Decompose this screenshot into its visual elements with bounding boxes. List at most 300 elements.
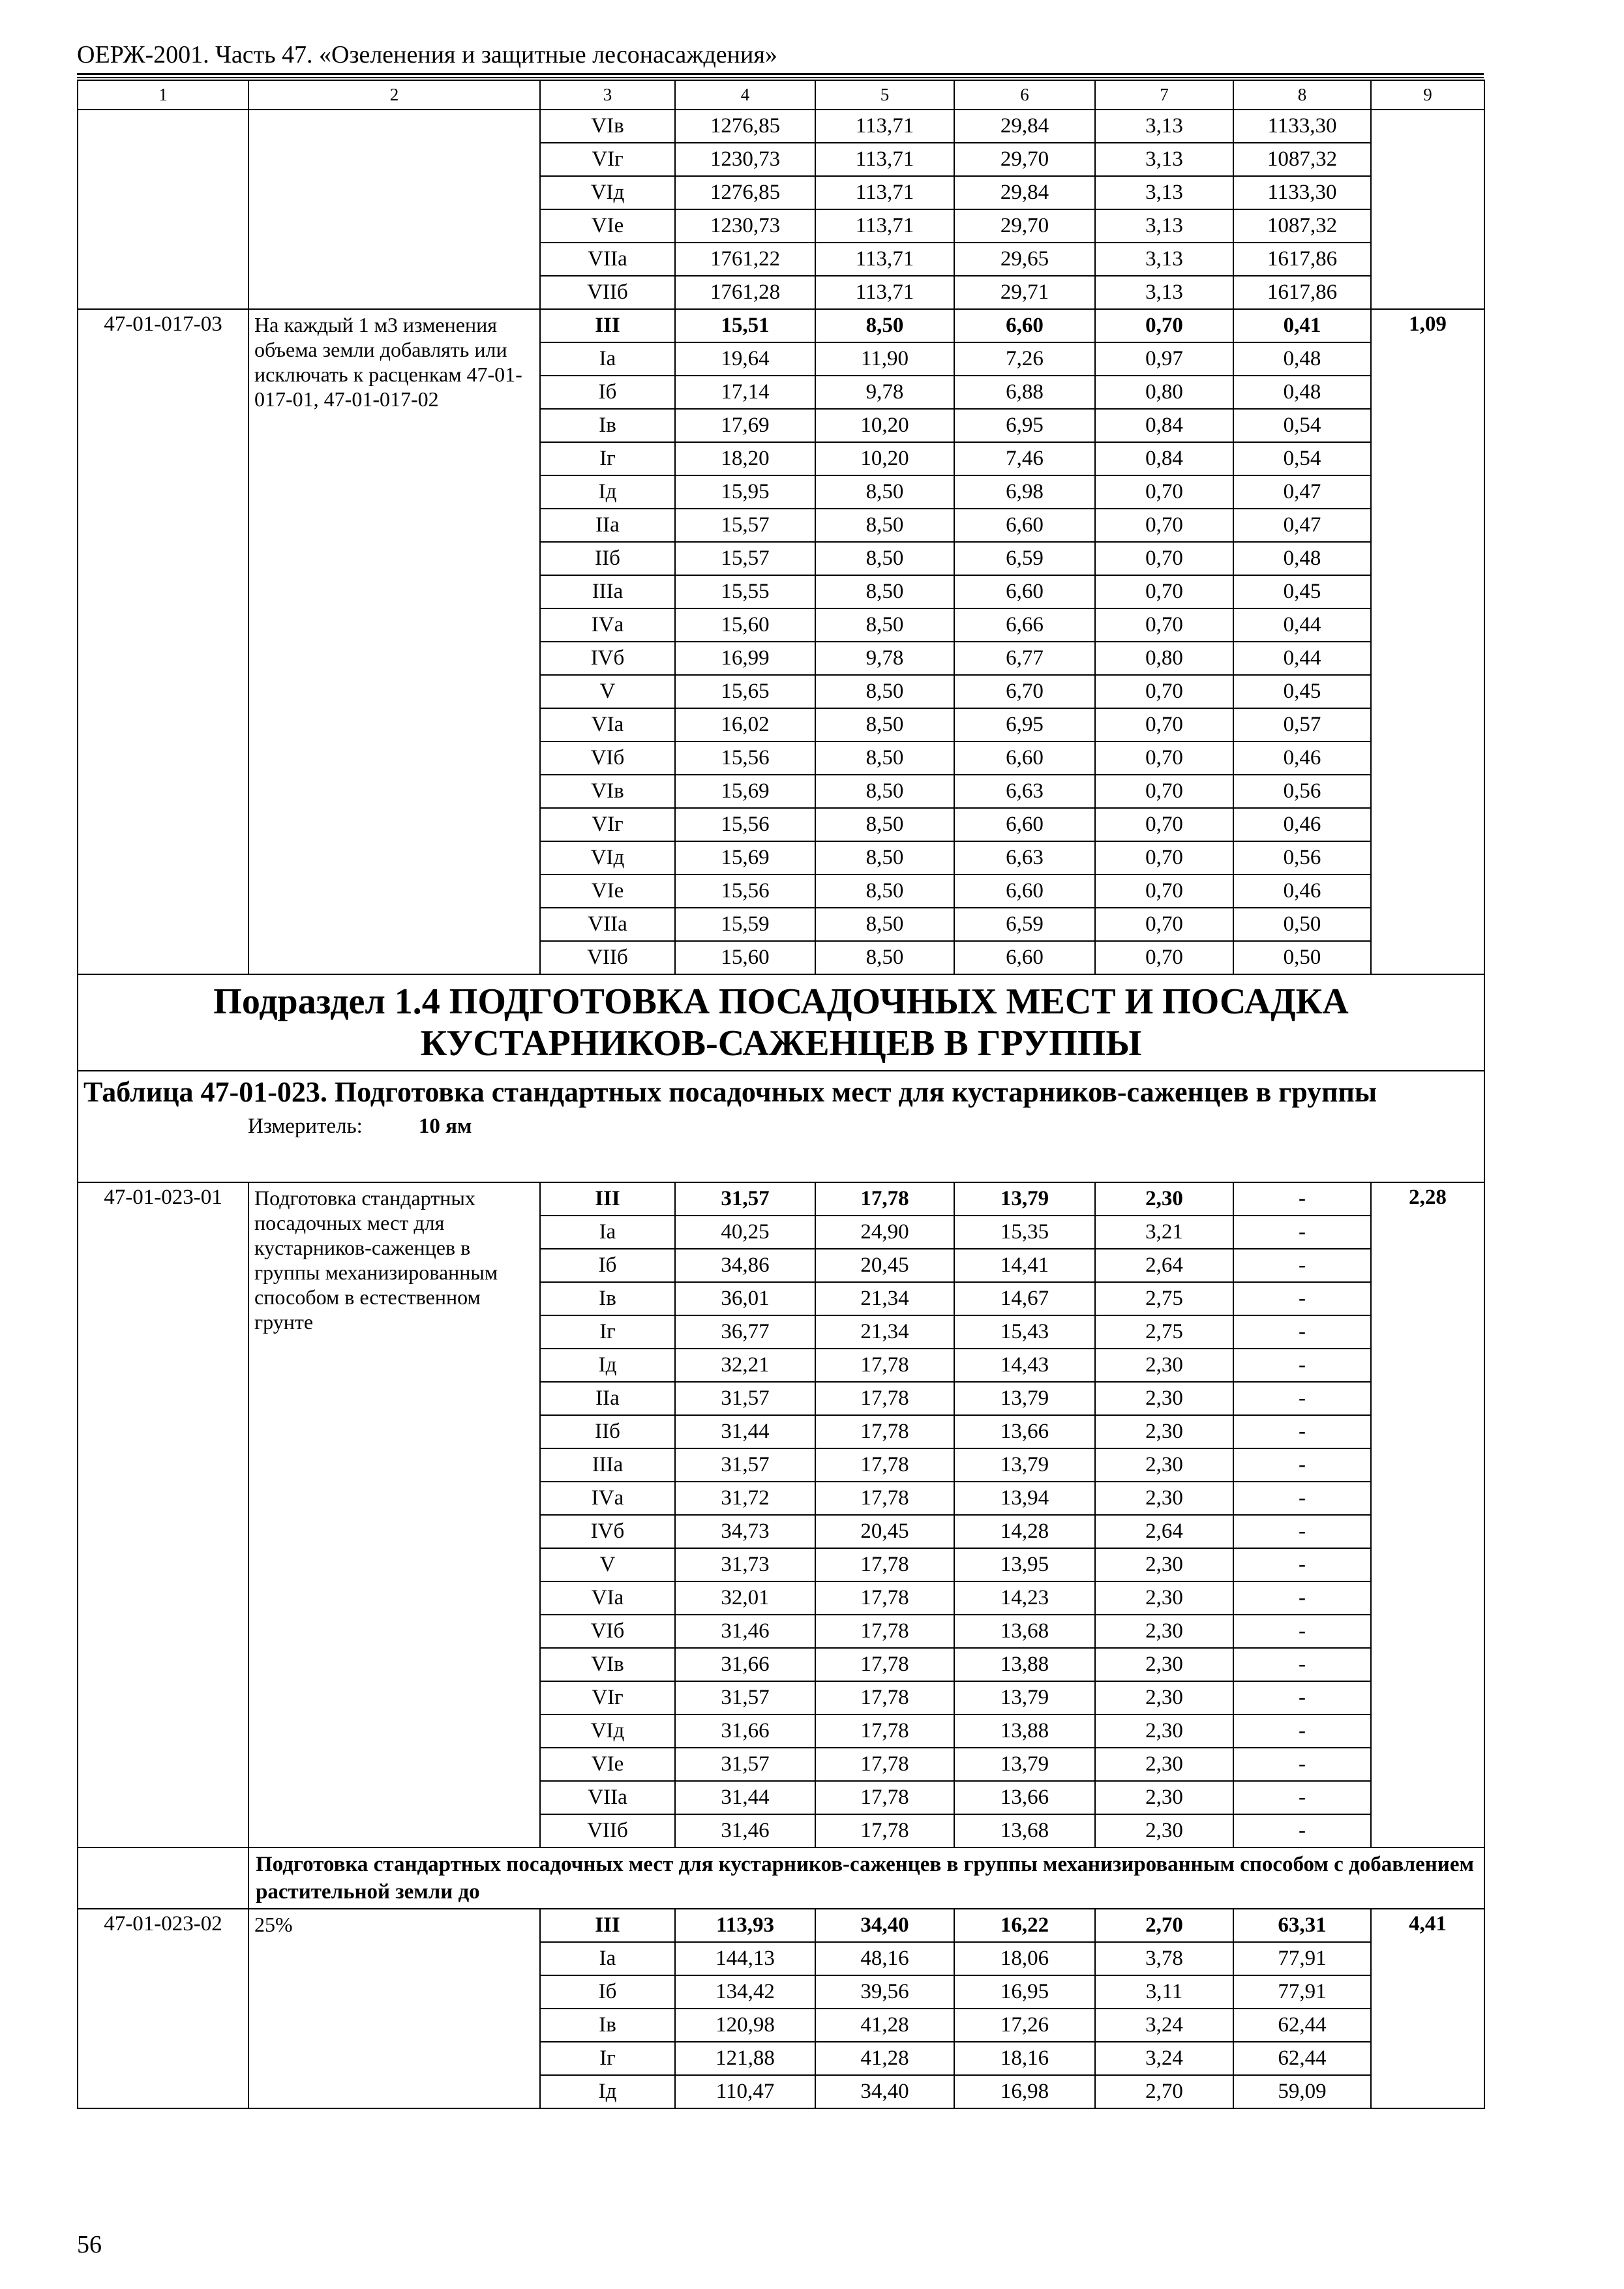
description-cell: 25% (248, 1909, 540, 2108)
col6-cell: 13,94 (954, 1482, 1095, 1515)
col6-cell: 13,79 (954, 1448, 1095, 1482)
col5-cell: 8,50 (815, 542, 954, 575)
col5-cell: 17,78 (815, 1349, 954, 1382)
zone-cell: III (540, 309, 675, 342)
zone-cell: VIIб (540, 1814, 675, 1848)
col6-cell: 6,66 (954, 608, 1095, 642)
code-cell: 47-01-023-02 (78, 1909, 248, 2108)
zone-cell: VIб (540, 741, 675, 775)
col7-cell: 0,70 (1095, 675, 1233, 708)
col4-cell: 34,73 (675, 1515, 815, 1548)
col6-cell: 13,79 (954, 1382, 1095, 1415)
col5-cell: 113,71 (815, 176, 954, 209)
table-row (78, 1182, 1484, 1216)
col7-cell: 0,84 (1095, 409, 1233, 442)
col7-cell: 3,13 (1095, 209, 1233, 243)
col5-cell: 8,50 (815, 775, 954, 808)
col6-cell: 6,95 (954, 708, 1095, 741)
col6-cell: 13,95 (954, 1548, 1095, 1581)
col4-cell: 15,69 (675, 775, 815, 808)
zone-cell: V (540, 675, 675, 708)
col7-cell: 2,70 (1095, 2075, 1233, 2108)
col4-cell: 31,66 (675, 1714, 815, 1748)
col6-cell: 6,63 (954, 841, 1095, 875)
col6-cell: 13,66 (954, 1415, 1095, 1448)
col7-cell: 0,80 (1095, 376, 1233, 409)
col7-cell: 0,70 (1095, 741, 1233, 775)
zone-cell: VIIа (540, 1781, 675, 1814)
col8-cell: 0,54 (1233, 409, 1371, 442)
col6-cell: 15,43 (954, 1315, 1095, 1349)
table-row (78, 110, 1484, 143)
col7-cell: 0,70 (1095, 509, 1233, 542)
code-cell (78, 110, 248, 309)
col4-cell: 31,57 (675, 1382, 815, 1415)
col8-cell: 0,46 (1233, 741, 1371, 775)
zone-cell: IVа (540, 608, 675, 642)
col6-cell: 13,68 (954, 1814, 1095, 1848)
zone-cell: Iв (540, 409, 675, 442)
col5-cell: 113,71 (815, 110, 954, 143)
col4-cell: 110,47 (675, 2075, 815, 2108)
col5-cell: 8,50 (815, 941, 954, 974)
col5-cell: 34,40 (815, 2075, 954, 2108)
zone-cell: VIб (540, 1615, 675, 1648)
col4-cell: 15,56 (675, 875, 815, 908)
col6-cell: 14,28 (954, 1515, 1095, 1548)
zone-cell: IVа (540, 1482, 675, 1515)
col8-cell: 0,44 (1233, 608, 1371, 642)
zone-cell: IIа (540, 509, 675, 542)
col5-cell: 8,50 (815, 708, 954, 741)
col4-cell: 134,42 (675, 1975, 815, 2009)
col8-cell: 77,91 (1233, 1942, 1371, 1975)
col6-cell: 13,88 (954, 1648, 1095, 1681)
column-number: 2 (248, 80, 540, 110)
code-cell: 47-01-017-03 (78, 309, 248, 974)
col8-cell: 0,45 (1233, 675, 1371, 708)
zone-cell: VIIа (540, 243, 675, 276)
col4-cell: 36,77 (675, 1315, 815, 1349)
col5-cell: 17,78 (815, 1382, 954, 1415)
measure-line (83, 1112, 1479, 1141)
col7-cell: 3,13 (1095, 110, 1233, 143)
col8-cell: 1133,30 (1233, 176, 1371, 209)
column-number: 3 (540, 80, 675, 110)
col4-cell: 18,20 (675, 442, 815, 475)
col8-cell: - (1233, 1615, 1371, 1648)
col4-cell: 31,44 (675, 1781, 815, 1814)
col5-cell: 17,78 (815, 1581, 954, 1615)
col5-cell: 8,50 (815, 875, 954, 908)
col6-cell: 6,60 (954, 741, 1095, 775)
col7-cell: 3,24 (1095, 2042, 1233, 2075)
column-number: 6 (954, 80, 1095, 110)
col4-cell: 15,56 (675, 741, 815, 775)
col6-cell: 6,60 (954, 309, 1095, 342)
zone-cell: Iд (540, 475, 675, 509)
col6-cell: 13,88 (954, 1714, 1095, 1748)
col5-cell: 17,78 (815, 1681, 954, 1714)
code-cell: 47-01-023-01 (78, 1182, 248, 1848)
col7-cell: 0,70 (1095, 875, 1233, 908)
col5-cell: 17,78 (815, 1748, 954, 1781)
zone-cell: IVб (540, 642, 675, 675)
col6-cell: 29,71 (954, 276, 1095, 309)
col6-cell: 29,70 (954, 209, 1095, 243)
col4-cell: 15,60 (675, 608, 815, 642)
zone-cell: Iб (540, 1975, 675, 2009)
col4-cell: 1230,73 (675, 143, 815, 176)
col4-cell: 34,86 (675, 1249, 815, 1282)
col5-cell: 9,78 (815, 376, 954, 409)
sub-heading-blank (78, 1848, 248, 1909)
col4-cell: 144,13 (675, 1942, 815, 1975)
col8-cell: - (1233, 1315, 1371, 1349)
col8-cell: - (1233, 1781, 1371, 1814)
col5-cell: 8,50 (815, 908, 954, 941)
col8-cell: 0,48 (1233, 376, 1371, 409)
col5-cell: 17,78 (815, 1182, 954, 1216)
col7-cell: 2,64 (1095, 1515, 1233, 1548)
col5-cell: 8,50 (815, 741, 954, 775)
col6-cell: 18,16 (954, 2042, 1095, 2075)
col8-cell: - (1233, 1548, 1371, 1581)
col5-cell: 21,34 (815, 1315, 954, 1349)
col6-cell: 6,60 (954, 808, 1095, 841)
col6-cell: 6,59 (954, 542, 1095, 575)
col7-cell: 2,30 (1095, 1482, 1233, 1515)
col8-cell: 0,44 (1233, 642, 1371, 675)
col5-cell: 17,78 (815, 1781, 954, 1814)
col5-cell: 17,78 (815, 1615, 954, 1648)
col4-cell: 31,46 (675, 1615, 815, 1648)
zone-cell: IIб (540, 542, 675, 575)
col6-cell: 18,06 (954, 1942, 1095, 1975)
section-title: Подраздел 1.4 ПОДГОТОВКА ПОСАДОЧНЫХ МЕСТ И ПОСАДКА КУСТАРНИКОВ-САЖЕНЦЕВ В ГРУППЫ (78, 974, 1484, 1071)
col8-cell: - (1233, 1581, 1371, 1615)
col8-cell: 0,46 (1233, 875, 1371, 908)
zone-cell: VIIб (540, 276, 675, 309)
section-row (78, 974, 1484, 1071)
col6-cell: 29,84 (954, 110, 1095, 143)
labor-cell: 2,28 (1371, 1182, 1484, 1848)
col4-cell: 15,56 (675, 808, 815, 841)
col6-cell: 17,26 (954, 2009, 1095, 2042)
col4-cell: 17,14 (675, 376, 815, 409)
page-number: 56 (77, 2231, 102, 2258)
col4-cell: 31,73 (675, 1548, 815, 1581)
col6-cell: 6,77 (954, 642, 1095, 675)
col5-cell: 34,40 (815, 1909, 954, 1942)
col8-cell: - (1233, 1182, 1371, 1216)
col4-cell: 32,01 (675, 1581, 815, 1615)
col8-cell: - (1233, 1282, 1371, 1315)
col8-cell: 0,50 (1233, 908, 1371, 941)
col8-cell: - (1233, 1681, 1371, 1714)
col5-cell: 48,16 (815, 1942, 954, 1975)
col4-cell: 19,64 (675, 342, 815, 376)
col6-cell: 6,88 (954, 376, 1095, 409)
col6-cell: 14,23 (954, 1581, 1095, 1615)
col8-cell: 63,31 (1233, 1909, 1371, 1942)
col6-cell: 7,46 (954, 442, 1095, 475)
col7-cell: 0,80 (1095, 642, 1233, 675)
table-row (78, 1909, 1484, 1942)
description-cell (248, 110, 540, 309)
labor-cell: 4,41 (1371, 1909, 1484, 2108)
col7-cell: 2,30 (1095, 1548, 1233, 1581)
col6-cell: 6,59 (954, 908, 1095, 941)
col5-cell: 8,50 (815, 475, 954, 509)
zone-cell: Iд (540, 2075, 675, 2108)
col7-cell: 2,30 (1095, 1814, 1233, 1848)
header-rule (77, 77, 1484, 78)
zone-cell: VIа (540, 1581, 675, 1615)
col8-cell: - (1233, 1382, 1371, 1415)
col7-cell: 0,70 (1095, 542, 1233, 575)
zone-cell: III (540, 1182, 675, 1216)
col4-cell: 15,60 (675, 941, 815, 974)
col8-cell: 0,50 (1233, 941, 1371, 974)
table-title-cell (78, 1071, 1484, 1182)
col7-cell: 0,70 (1095, 908, 1233, 941)
col6-cell: 6,60 (954, 575, 1095, 608)
col6-cell: 13,79 (954, 1681, 1095, 1714)
col8-cell: 0,56 (1233, 841, 1371, 875)
col7-cell: 2,30 (1095, 1182, 1233, 1216)
col7-cell: 0,97 (1095, 342, 1233, 376)
col4-cell: 15,57 (675, 542, 815, 575)
col7-cell: 2,30 (1095, 1714, 1233, 1748)
col4-cell: 16,02 (675, 708, 815, 741)
col8-cell: - (1233, 1648, 1371, 1681)
col7-cell: 2,30 (1095, 1382, 1233, 1415)
col6-cell: 13,79 (954, 1748, 1095, 1781)
col4-cell: 31,57 (675, 1681, 815, 1714)
col5-cell: 9,78 (815, 642, 954, 675)
col8-cell: - (1233, 1482, 1371, 1515)
col7-cell: 3,13 (1095, 143, 1233, 176)
col4-cell: 15,55 (675, 575, 815, 608)
zone-cell: IIа (540, 1382, 675, 1415)
col7-cell: 2,30 (1095, 1349, 1233, 1382)
col5-cell: 17,78 (815, 1814, 954, 1848)
zone-cell: Iб (540, 1249, 675, 1282)
zone-cell: Iд (540, 1349, 675, 1382)
col5-cell: 24,90 (815, 1216, 954, 1249)
col7-cell: 2,75 (1095, 1282, 1233, 1315)
zone-cell: VIе (540, 875, 675, 908)
col6-cell: 13,79 (954, 1182, 1095, 1216)
col8-cell: 0,46 (1233, 808, 1371, 841)
zone-cell: Iг (540, 2042, 675, 2075)
col7-cell: 2,30 (1095, 1648, 1233, 1681)
zone-cell: Iг (540, 442, 675, 475)
measure-value: 10 ям (418, 1115, 472, 1138)
col5-cell: 10,20 (815, 409, 954, 442)
zone-cell: Iа (540, 342, 675, 376)
zone-cell: IIIа (540, 575, 675, 608)
col5-cell: 113,71 (815, 209, 954, 243)
col8-cell: 0,48 (1233, 342, 1371, 376)
zone-cell: VIв (540, 110, 675, 143)
col4-cell: 15,69 (675, 841, 815, 875)
col7-cell: 0,70 (1095, 708, 1233, 741)
col7-cell: 2,30 (1095, 1681, 1233, 1714)
col7-cell: 3,13 (1095, 243, 1233, 276)
col4-cell: 15,51 (675, 309, 815, 342)
column-number: 4 (675, 80, 815, 110)
col4-cell: 36,01 (675, 1282, 815, 1315)
col5-cell: 11,90 (815, 342, 954, 376)
description-cell: На каждый 1 м3 изменения объема земли добавлять или исключать к расценкам 47-01-017-01, 47-01-017-02 (248, 309, 540, 974)
col8-cell: 0,47 (1233, 509, 1371, 542)
col4-cell: 121,88 (675, 2042, 815, 2075)
col4-cell: 15,57 (675, 509, 815, 542)
col6-cell: 14,41 (954, 1249, 1095, 1282)
col5-cell: 20,45 (815, 1249, 954, 1282)
zone-cell: VIд (540, 841, 675, 875)
column-number: 5 (815, 80, 954, 110)
zone-cell: V (540, 1548, 675, 1581)
col8-cell: - (1233, 1714, 1371, 1748)
zone-cell: IIIа (540, 1448, 675, 1482)
col7-cell: 0,70 (1095, 309, 1233, 342)
col4-cell: 1761,28 (675, 276, 815, 309)
zone-cell: VIIа (540, 908, 675, 941)
col7-cell: 0,84 (1095, 442, 1233, 475)
col8-cell: 1087,32 (1233, 209, 1371, 243)
col8-cell: 62,44 (1233, 2042, 1371, 2075)
rates-table (77, 80, 1485, 2109)
col4-cell: 31,72 (675, 1482, 815, 1515)
col8-cell: 1087,32 (1233, 143, 1371, 176)
col6-cell: 6,95 (954, 409, 1095, 442)
col4-cell: 1230,73 (675, 209, 815, 243)
sub-heading: Подготовка стандартных посадочных мест для кустарников-саженцев в группы механизированным способом с добавлением растительной земли до (248, 1848, 1484, 1909)
col7-cell: 0,70 (1095, 808, 1233, 841)
col8-cell: 0,57 (1233, 708, 1371, 741)
zone-cell: Iв (540, 1282, 675, 1315)
col4-cell: 31,57 (675, 1448, 815, 1482)
col5-cell: 39,56 (815, 1975, 954, 2009)
col5-cell: 8,50 (815, 675, 954, 708)
zone-cell: VIд (540, 1714, 675, 1748)
column-number: 9 (1371, 80, 1484, 110)
col4-cell: 31,46 (675, 1814, 815, 1848)
col6-cell: 6,63 (954, 775, 1095, 808)
col6-cell: 29,70 (954, 143, 1095, 176)
col6-cell: 6,70 (954, 675, 1095, 708)
col5-cell: 17,78 (815, 1648, 954, 1681)
col7-cell: 3,78 (1095, 1942, 1233, 1975)
col6-cell: 16,98 (954, 2075, 1095, 2108)
col5-cell: 17,78 (815, 1415, 954, 1448)
col5-cell: 8,50 (815, 608, 954, 642)
col4-cell: 1761,22 (675, 243, 815, 276)
col7-cell: 2,70 (1095, 1909, 1233, 1942)
zone-cell: VIв (540, 1648, 675, 1681)
col4-cell: 31,44 (675, 1415, 815, 1448)
col7-cell: 0,70 (1095, 775, 1233, 808)
column-number-row (78, 80, 1484, 110)
col8-cell: 0,47 (1233, 475, 1371, 509)
sub-heading-row (78, 1848, 1484, 1909)
col7-cell: 2,30 (1095, 1615, 1233, 1648)
col8-cell: - (1233, 1349, 1371, 1382)
col5-cell: 8,50 (815, 309, 954, 342)
zone-cell: Iв (540, 2009, 675, 2042)
col7-cell: 3,13 (1095, 276, 1233, 309)
header-rule (77, 73, 1484, 75)
col4-cell: 32,21 (675, 1349, 815, 1382)
col4-cell: 17,69 (675, 409, 815, 442)
col8-cell: - (1233, 1748, 1371, 1781)
zone-cell: VIе (540, 209, 675, 243)
col4-cell: 15,95 (675, 475, 815, 509)
col6-cell: 16,22 (954, 1909, 1095, 1942)
col7-cell: 2,30 (1095, 1415, 1233, 1448)
col8-cell: 0,41 (1233, 309, 1371, 342)
col8-cell: - (1233, 1415, 1371, 1448)
col5-cell: 8,50 (815, 808, 954, 841)
zone-cell: Iб (540, 376, 675, 409)
col5-cell: 17,78 (815, 1548, 954, 1581)
col8-cell: 1133,30 (1233, 110, 1371, 143)
column-number: 8 (1233, 80, 1371, 110)
col6-cell: 7,26 (954, 342, 1095, 376)
col5-cell: 17,78 (815, 1448, 954, 1482)
col8-cell: 0,56 (1233, 775, 1371, 808)
col6-cell: 14,43 (954, 1349, 1095, 1382)
zone-cell: VIд (540, 176, 675, 209)
col7-cell: 2,30 (1095, 1748, 1233, 1781)
col7-cell: 3,13 (1095, 176, 1233, 209)
col4-cell: 113,93 (675, 1909, 815, 1942)
zone-cell: Iа (540, 1942, 675, 1975)
col7-cell: 2,30 (1095, 1448, 1233, 1482)
col4-cell: 16,99 (675, 642, 815, 675)
col6-cell: 6,60 (954, 875, 1095, 908)
col6-cell: 6,60 (954, 509, 1095, 542)
col7-cell: 2,64 (1095, 1249, 1233, 1282)
col6-cell: 16,95 (954, 1975, 1095, 2009)
col5-cell: 113,71 (815, 276, 954, 309)
col8-cell: 77,91 (1233, 1975, 1371, 2009)
col6-cell: 14,67 (954, 1282, 1095, 1315)
col4-cell: 40,25 (675, 1216, 815, 1249)
col5-cell: 20,45 (815, 1515, 954, 1548)
col7-cell: 3,24 (1095, 2009, 1233, 2042)
col6-cell: 15,35 (954, 1216, 1095, 1249)
col6-cell: 13,66 (954, 1781, 1095, 1814)
running-header: ОЕРЖ-2001. Часть 47. «Озеленения и защитные лесонасаждения» (77, 41, 777, 68)
zone-cell: Iг (540, 1315, 675, 1349)
column-number: 1 (78, 80, 248, 110)
col5-cell: 113,71 (815, 243, 954, 276)
table-title-row (78, 1071, 1484, 1182)
col8-cell: - (1233, 1249, 1371, 1282)
col8-cell: - (1233, 1515, 1371, 1548)
labor-cell (1371, 110, 1484, 309)
zone-cell: VIг (540, 1681, 675, 1714)
col7-cell: 2,30 (1095, 1581, 1233, 1615)
col4-cell: 15,65 (675, 675, 815, 708)
col4-cell: 120,98 (675, 2009, 815, 2042)
table-row (78, 309, 1484, 342)
col8-cell: 1617,86 (1233, 276, 1371, 309)
